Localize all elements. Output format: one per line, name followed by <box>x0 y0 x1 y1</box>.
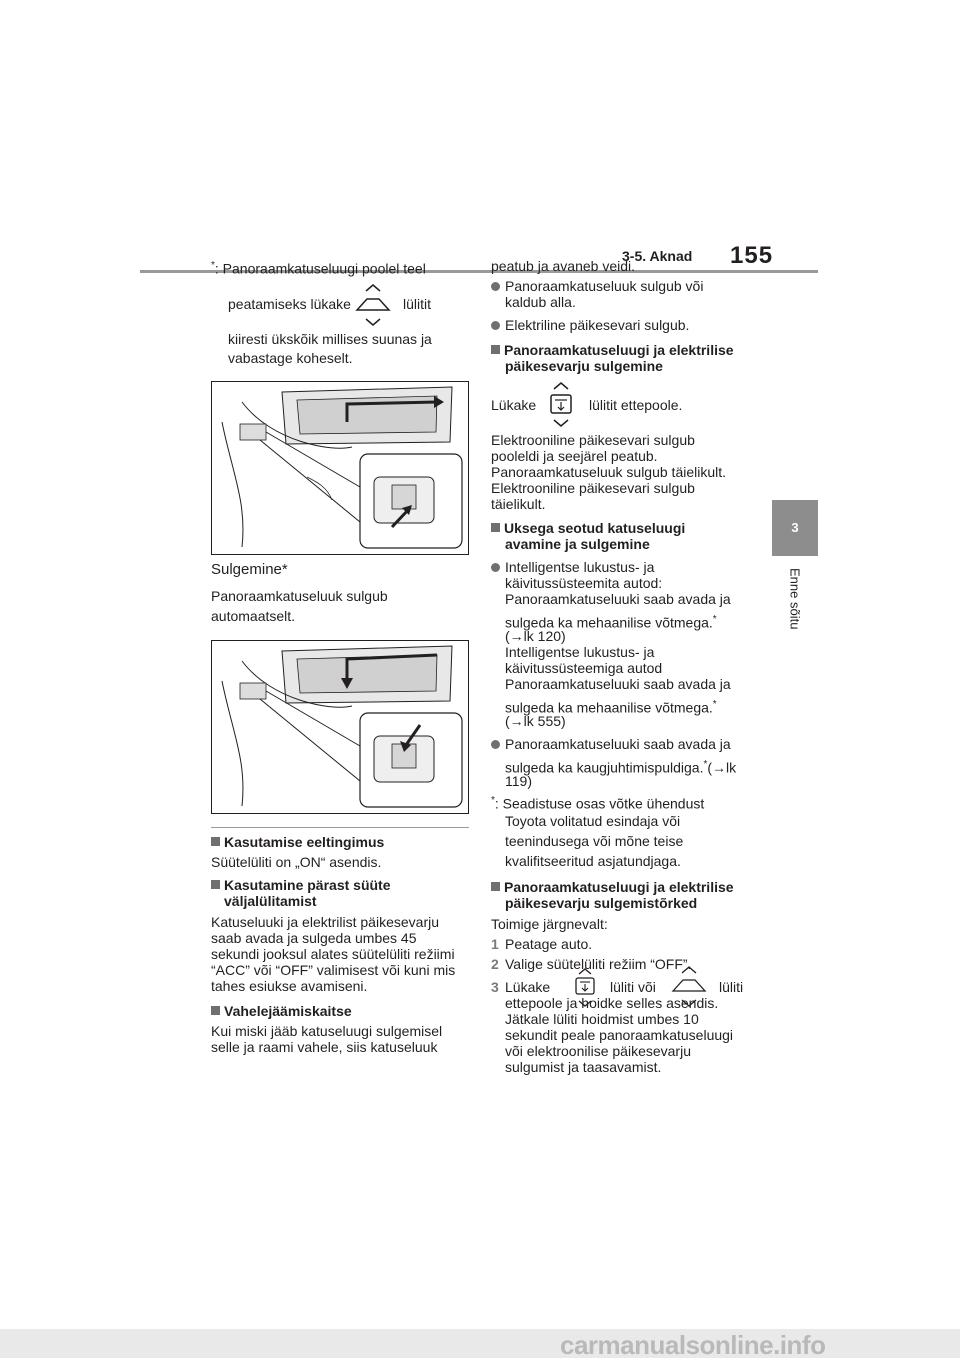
prereq-text: Süütelüliti on „ON“ asendis. <box>211 854 382 870</box>
door-line-4: sulgeda ka mehaanilise võtmega.* <box>505 614 717 631</box>
door-line-8: Panoraamkatuseluuki saab avada ja <box>505 676 731 692</box>
step-3-text-c: lüliti <box>719 979 744 995</box>
after-off-line-2: saab avada ja sulgeda umbes 45 <box>211 930 417 946</box>
heading-after-off-2: väljalülitamist <box>224 893 317 909</box>
desc-line-1: Elektrooniline päikesevari sulgub <box>491 432 695 448</box>
after-off-line-5: tahes esiukse avamiseni. <box>211 978 368 994</box>
note-line-1: *: Panoraamkatuseluugi poolel teel <box>211 260 426 277</box>
bullet-1-line-2: kaldub alla. <box>505 294 576 310</box>
shade-switch-icon <box>546 380 576 430</box>
remote-line-2: sulgeda ka kaugjuhtimispuldiga.*(→lk <box>505 759 737 776</box>
watermark: carmanualsonline.info <box>560 1330 826 1360</box>
step-1-number: 1 <box>491 936 499 952</box>
heading-prereq: Kasutamise eeltingimus <box>211 834 384 850</box>
bullet-dot <box>491 740 500 749</box>
note-line-3: kiiresti ükskõik millises suunas ja <box>228 331 432 347</box>
heading-door-2: avamine ja sulgemine <box>505 536 650 552</box>
door-line-6: Intelligentse lukustus- ja <box>505 644 655 660</box>
bullet-dot <box>491 282 500 291</box>
footnote-line-1: *: Seadistuse osas võtke ühendust <box>491 795 705 812</box>
heading-close-2: päikesevarju sulgemine <box>505 358 663 374</box>
sunroof-close-illustration <box>212 641 468 813</box>
step-3-line-4: sekundit peale panoraamkatuseluugi <box>505 1027 734 1043</box>
footnote-line-4: kvalifitseeritud asjatundjaga. <box>505 853 681 869</box>
push-text-b: lülitit ettepoole. <box>589 397 683 413</box>
door-line-9: sulgeda ka mehaanilise võtmega.* <box>505 699 717 716</box>
section-title: 3-5. Aknad <box>622 248 693 264</box>
cont-line: peatub ja avaneb veidi. <box>491 258 635 274</box>
heading-error-2: päikesevarju sulgemistõrked <box>505 895 698 911</box>
bullet-dot <box>491 321 500 330</box>
heading-jam: Vahelejäämiskaitse <box>211 1003 352 1019</box>
note-line-2b: lülitit <box>403 296 432 312</box>
step-3-line-6: sulgumist ja taasavamist. <box>505 1059 662 1075</box>
closing-title: Sulgemine* <box>211 561 288 578</box>
door-line-3: Panoraamkatuseluuki saab avada ja <box>505 591 731 607</box>
after-off-line-4: “ACC” või “OFF” valimisest või kuni mis <box>211 962 456 978</box>
step-3-text-b: lüliti või <box>610 979 656 995</box>
remote-line-3: 119) <box>505 773 532 789</box>
jam-line-2: selle ja raami vahele, siis katuseluuk <box>211 1039 438 1055</box>
step-3-line-5: või elektroonilise päikesevarju <box>505 1043 691 1059</box>
push-text-a: Lükake <box>491 397 537 413</box>
closing-line-1: Panoraamkatuseluuk sulgub <box>211 588 388 604</box>
heading-error-1: Panoraamkatuseluugi ja elektrilise <box>491 879 734 895</box>
section-divider <box>211 827 469 828</box>
note-line-2a: peatamiseks lükake <box>228 296 351 312</box>
note-line-4: vabastage koheselt. <box>228 350 353 366</box>
jam-line-1: Kui miski jääb katuseluugi sulgemisel <box>211 1023 443 1039</box>
page-number: 155 <box>730 242 774 269</box>
step-2-number: 2 <box>491 956 499 972</box>
figure-sunroof-close <box>211 640 469 814</box>
step-1-text: Peatage auto. <box>505 936 593 952</box>
closing-line-2: automaatselt. <box>211 608 296 624</box>
bullet-1-line-1: Panoraamkatuseluuk sulgub või <box>505 278 704 294</box>
error-intro: Toimige järgnevalt: <box>491 916 608 932</box>
sunroof-illustration <box>212 382 468 554</box>
desc-line-5: täielikult. <box>491 496 546 512</box>
step-3-number: 3 <box>491 979 499 995</box>
door-line-2: käivitussüsteemita autod: <box>505 575 663 591</box>
footnote-line-2: Toyota volitatud esindaja või <box>505 813 681 829</box>
desc-line-2: pooleldi ja seejärel peatub. <box>491 448 658 464</box>
bullet-2: Elektriline päikesevari sulgub. <box>505 317 690 333</box>
desc-line-4: Elektrooniline päikesevari sulgub <box>491 480 695 496</box>
remote-line-1: Panoraamkatuseluuki saab avada ja <box>505 736 731 752</box>
step-3-line-3: Jätkale lüliti hoidmist umbes 10 <box>505 1011 699 1027</box>
step-3-text-a: Lükake <box>505 979 551 995</box>
heading-after-off-1: Kasutamine pärast süüte <box>211 877 391 893</box>
step-2-text: Valige süütelüliti režiim “OFF”. <box>505 956 692 972</box>
tilt-switch-icon <box>352 282 394 328</box>
heading-door-1: Uksega seotud katuseluugi <box>491 520 685 536</box>
after-off-line-3: sekundi jooksul alates süütelüliti režiimi <box>211 946 455 962</box>
desc-line-3: Panoraamkatuseluuk sulgub täielikult. <box>491 464 727 480</box>
door-line-1: Intelligentse lukustus- ja <box>505 559 655 575</box>
heading-close-1: Panoraamkatuseluugi ja elektrilise <box>491 342 734 358</box>
figure-sunroof-open <box>211 381 469 555</box>
door-line-10: (→lk 555) <box>505 713 566 729</box>
chapter-label: Enne sõitu <box>787 568 803 630</box>
door-line-5: (→lk 120) <box>505 628 566 644</box>
step-3-line-2: ettepoole ja hoidke selles asendis. <box>505 995 719 1011</box>
door-line-7: käivitussüsteemiga autod <box>505 660 663 676</box>
footnote-line-3: teenindusega või mõne teise <box>505 833 684 849</box>
chapter-tab: 3 <box>772 500 818 556</box>
bullet-dot <box>491 563 500 572</box>
after-off-line-1: Katuseluuki ja elektrilist päikesevarju <box>211 914 439 930</box>
